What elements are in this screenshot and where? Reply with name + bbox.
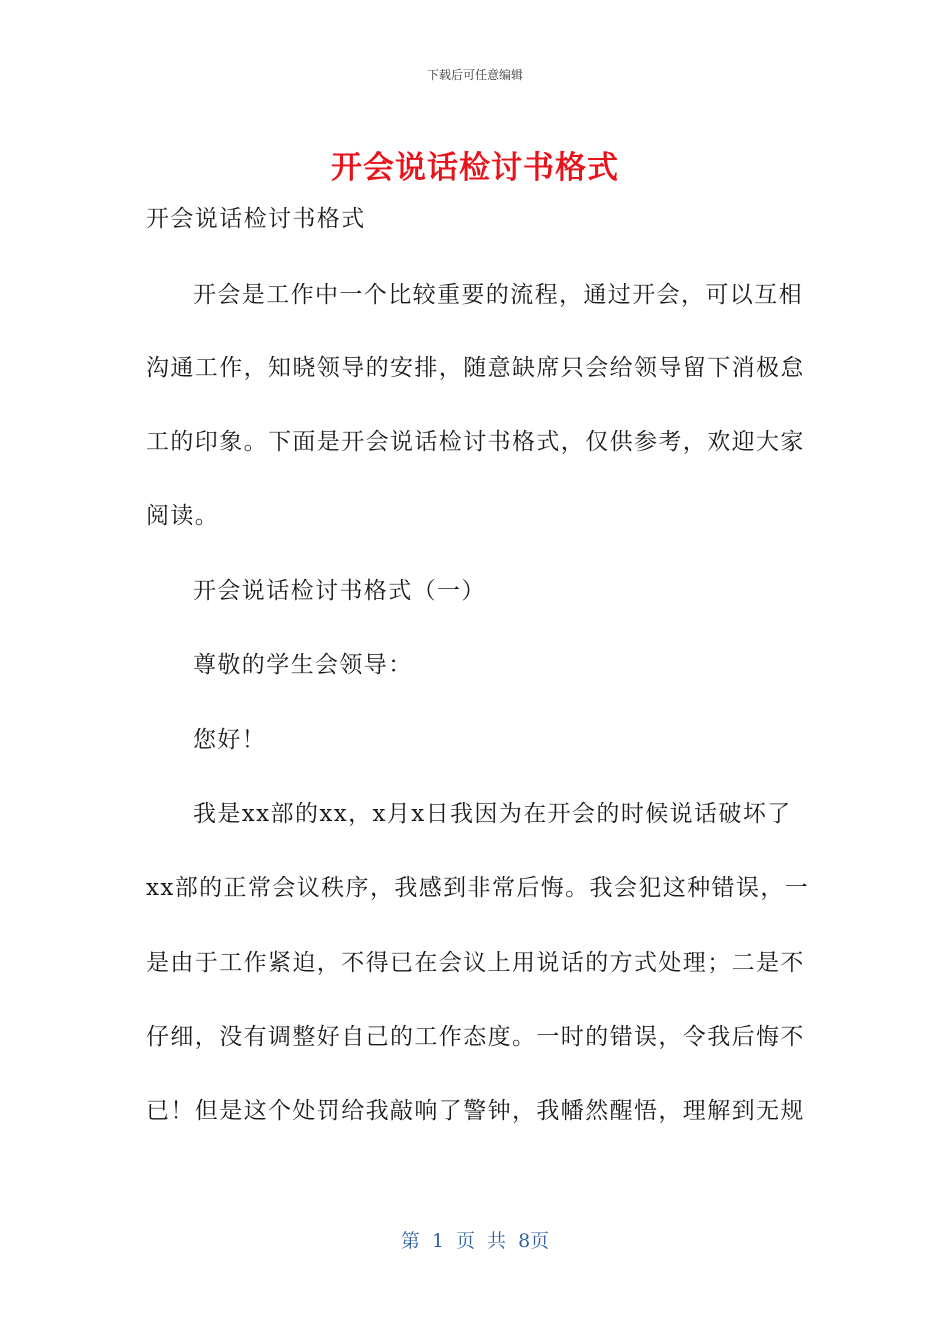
salutation-line: 尊敬的学生会领导： bbox=[193, 652, 413, 678]
document-title: 开会说话检讨书格式 bbox=[331, 150, 619, 186]
greeting-line: 您好！ bbox=[193, 727, 267, 753]
paragraph-line: 工的印象。下面是开会说话检讨书格式，仅供参考，欢迎大家 bbox=[146, 429, 805, 455]
paragraph-line: 开会是工作中一个比较重要的流程，通过开会，可以互相 bbox=[193, 282, 803, 308]
page-number-footer: 第 1 页 共 8页 bbox=[400, 1230, 550, 1252]
paragraph-line: xx部的正常会议秩序，我感到非常后悔。我会犯这种错误，一 bbox=[146, 875, 810, 901]
paragraph-line: 已！但是这个处罚给我敲响了警钟，我幡然醒悟，理解到无规 bbox=[146, 1098, 805, 1124]
paragraph-line: 是由于工作紧迫，不得已在会议上用说话的方式处理；二是不 bbox=[146, 950, 805, 976]
section-heading: 开会说话检讨书格式（一） bbox=[193, 578, 486, 604]
paragraph-line: 阅读。 bbox=[146, 503, 220, 529]
paragraph-line: 我是xx部的xx，x月x日我因为在开会的时候说话破坏了 bbox=[193, 801, 792, 827]
paragraph-line: 沟通工作，知晓领导的安排，随意缺席只会给领导留下消极怠 bbox=[146, 355, 805, 381]
subtitle-line: 开会说话检讨书格式 bbox=[146, 206, 366, 232]
page-header: 下载后可任意编辑 bbox=[426, 68, 523, 82]
paragraph-line: 仔细，没有调整好自己的工作态度。一时的错误，令我后悔不 bbox=[146, 1024, 805, 1050]
